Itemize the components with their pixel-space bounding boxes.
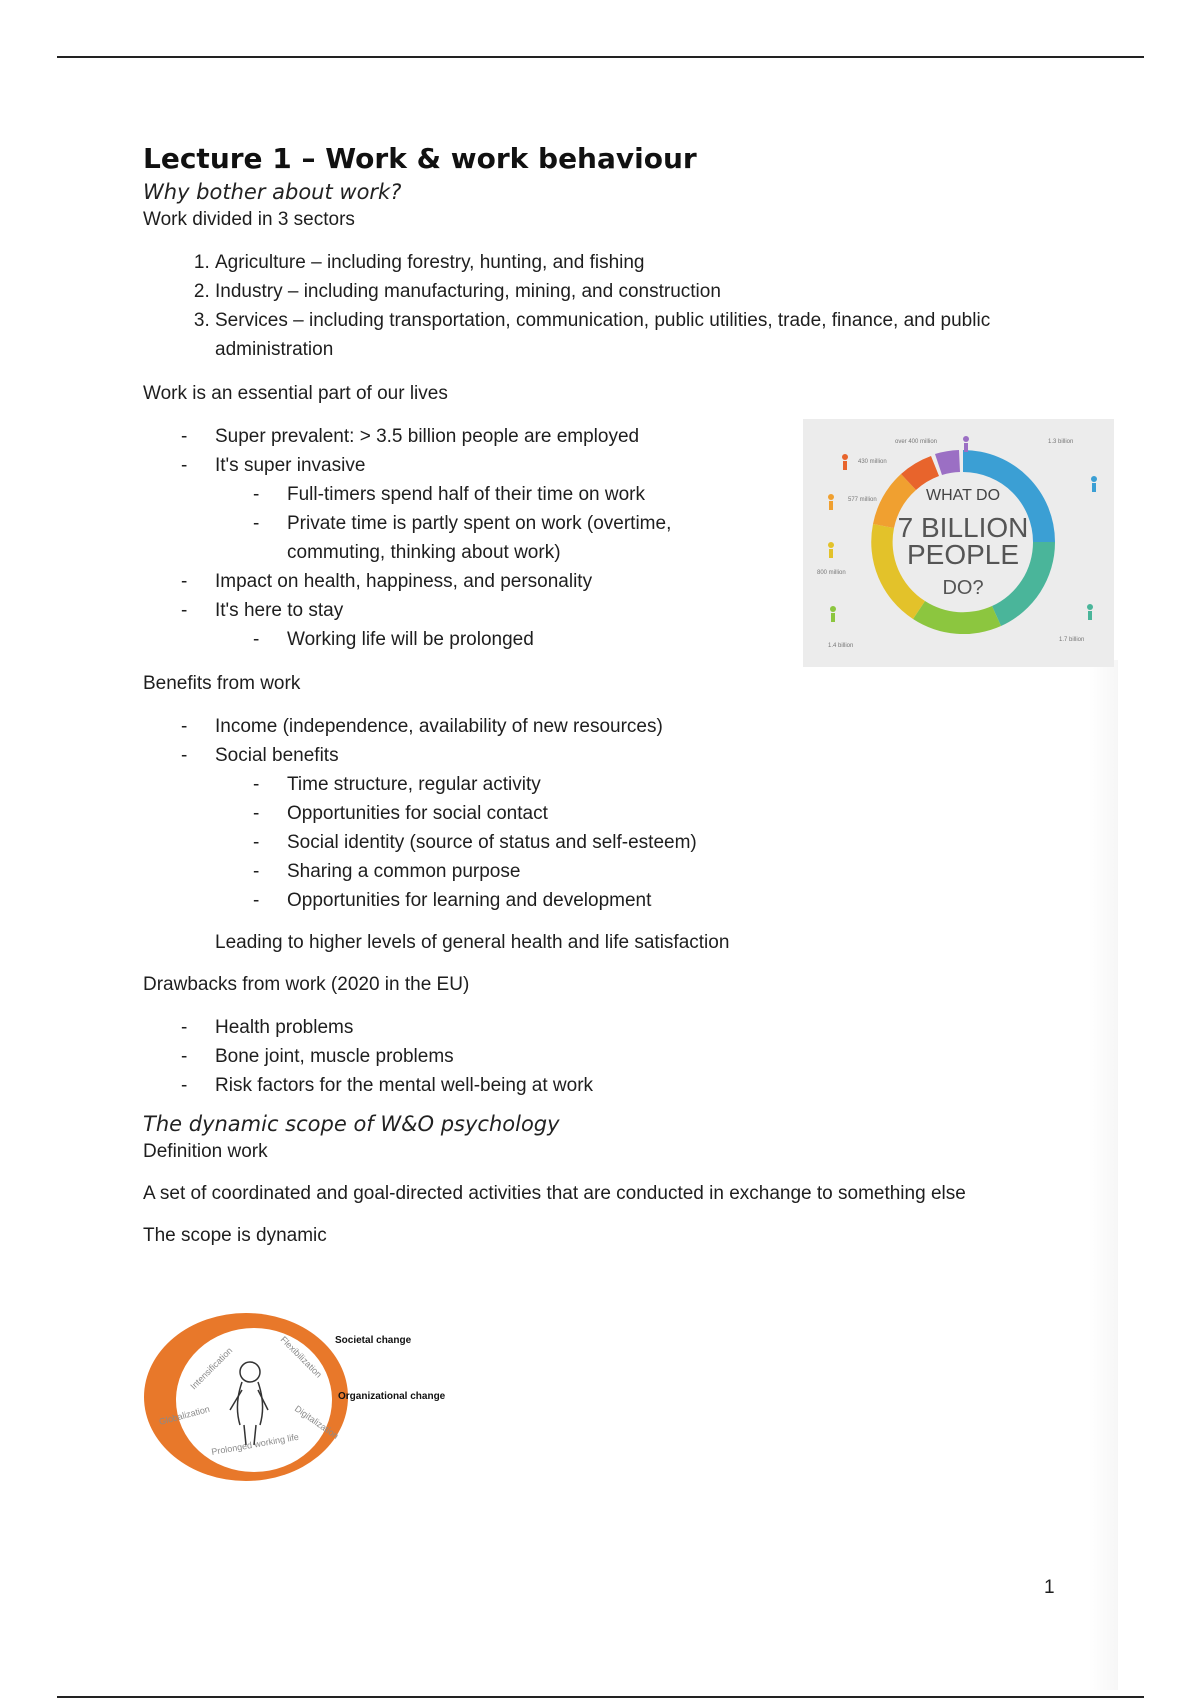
ring-word: Digitalization [292, 1403, 341, 1441]
infographic-label: 430 million [858, 459, 887, 465]
page-title: Lecture 1 – Work & work behaviour [143, 142, 697, 175]
infographic-label: over 400 million [895, 439, 938, 445]
list-item: - Social benefits [143, 741, 1103, 770]
section-heading-why: Why bother about work? [143, 180, 402, 204]
scope-line: The scope is dynamic [143, 1225, 327, 1246]
infographic-line2: 7 BILLION [897, 512, 1029, 543]
ring-word: Flexibilization [278, 1334, 324, 1380]
list-item-label: It's super invasive [215, 455, 366, 476]
definition-label: Definition work [143, 1141, 268, 1162]
infographic-label: 1.7 billion [1059, 637, 1085, 643]
scope-diagram-image [142, 1310, 472, 1485]
benefits-note: Leading to higher levels of general health and life satisfaction [215, 932, 730, 953]
label-societal-change: Societal change [335, 1335, 412, 1346]
ring-word: Globalization [157, 1403, 211, 1427]
list-item: - Super prevalent: > 3.5 billion people are employed [143, 422, 663, 451]
list-item: - Time structure, regular activity [143, 770, 1103, 799]
essential-list [143, 422, 663, 480]
definition-text: A set of coordinated and goal-directed activities that are conducted in exchange to something else [143, 1183, 966, 1204]
infographic-label: 1.4 billion [828, 643, 854, 649]
header-rule [57, 56, 1144, 58]
list-item: - Income (independence, availability of new resources) [143, 712, 1103, 741]
document-body [143, 140, 1103, 1250]
list-item: - Opportunities for social contact [143, 799, 1103, 828]
list-item: - Private time is partly spent on work (overtime, commuting, thinking about work) [143, 509, 733, 567]
page-number: 1 [1044, 1577, 1055, 1598]
ring-word: Prolonged working life [210, 1431, 300, 1457]
list-item: - Working life will be prolonged [143, 625, 1103, 654]
ring-word: Intensification [188, 1345, 235, 1392]
list-item: - Opportunities for learning and development [143, 886, 1103, 915]
list-item: - Impact on health, happiness, and personality [143, 567, 663, 596]
inner-circle [176, 1328, 332, 1472]
drawbacks-list [143, 1013, 1103, 1100]
essential-intro: Work is an essential part of our lives [143, 383, 448, 404]
infographic-image [803, 419, 1114, 667]
list-item: - It's here to stay [143, 596, 663, 625]
benefits-list [143, 712, 1103, 770]
benefits-sublist [143, 770, 1103, 915]
benefits-intro: Benefits from work [143, 673, 301, 694]
footer-rule [57, 1696, 1144, 1698]
section-heading-scope: The dynamic scope of W&O psychology [143, 1112, 560, 1136]
infographic-line1: WHAT DO [925, 487, 1001, 504]
sectors-list [143, 248, 1103, 364]
list-item: - Risk factors for the mental well-being at work [143, 1071, 1103, 1100]
list-item: - Health problems [143, 1013, 1103, 1042]
infographic-line4: DO? [942, 577, 984, 599]
essential-sublist [143, 480, 733, 567]
infographic-label: 577 million [848, 497, 877, 503]
drawbacks-intro: Drawbacks from work (2020 in the EU) [143, 974, 470, 995]
sectors-intro: Work divided in 3 sectors [143, 209, 355, 230]
infographic-label: 800 million [817, 570, 846, 576]
list-item [143, 451, 663, 480]
label-organizational-change: Organizational change [338, 1391, 446, 1402]
list-item: - Full-timers spend half of their time on work [143, 480, 733, 509]
list-item: 2. Industry – including manufacturing, mining, and construction [215, 277, 1103, 306]
list-item: - Sharing a common purpose [143, 857, 1103, 886]
essential-list-cont [143, 567, 663, 625]
infographic-line3: PEOPLE [906, 539, 1020, 570]
list-item: - Social identity (source of status and self-esteem) [143, 828, 1103, 857]
list-item: - Bone joint, muscle problems [143, 1042, 1103, 1071]
list-item: 1. Agriculture – including forestry, hunting, and fishing [215, 248, 1103, 277]
infographic-label: 1.3 billion [1048, 439, 1074, 445]
list-item: 3. Services – including transportation, communication, public utilities, trade, finance, and public administration [215, 306, 1103, 364]
